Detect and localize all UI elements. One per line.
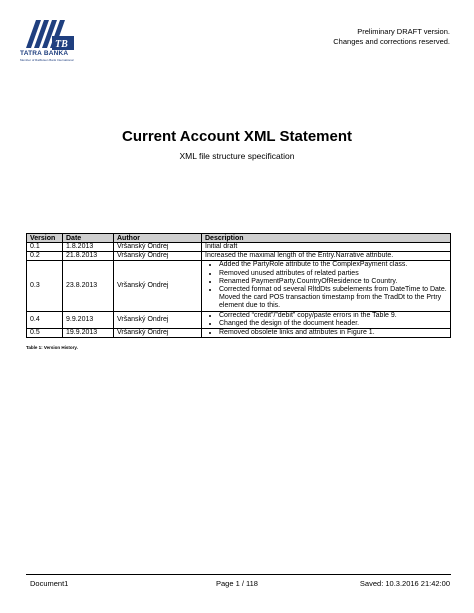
- footer-page-number: Page 1 / 118: [216, 579, 258, 588]
- footer-divider: [26, 574, 451, 575]
- description-cell: [202, 261, 451, 311]
- column-header-author: Author: [114, 234, 202, 243]
- date-cell: 21.8.2013: [63, 252, 114, 261]
- change-item: • Corrected “credit”/”debit” copy/paste errors in the Table 9.: [219, 312, 447, 320]
- date-cell: 19.9.2013: [63, 329, 114, 338]
- footer-document-name: Document1: [30, 579, 69, 588]
- change-list: [205, 261, 447, 310]
- change-item: • Changed the design of the document header.: [219, 320, 447, 328]
- table-row: [27, 252, 451, 261]
- column-header-version: Version: [27, 234, 63, 243]
- date-cell: 1.8.2013: [63, 243, 114, 252]
- version-cell: 0.2: [27, 252, 63, 261]
- document-title: Current Account XML Statement: [121, 128, 353, 145]
- table-caption: Table 1: Version History.: [26, 345, 78, 350]
- change-item: • Removed unused attributes of related parties: [219, 270, 447, 278]
- author-cell: Vršanský Ondrej: [114, 329, 202, 338]
- draft-notice-line1: Preliminary DRAFT version.: [357, 27, 450, 36]
- change-item: • Corrected format od several RltdDts subelements from DateTime to Date. Moved the card POS transaction timestamp from the TradDt to the Prtry element due to this.: [219, 286, 447, 311]
- footer-saved-timestamp: Saved: 10.3.2016 21:42:00: [359, 579, 450, 588]
- description-cell: [202, 311, 451, 328]
- table-row: [27, 329, 451, 338]
- document-subtitle: XML file structure specification: [179, 151, 295, 161]
- version-cell: 0.3: [27, 261, 63, 311]
- author-cell: Vršanský Ondrej: [114, 311, 202, 328]
- version-cell: 0.1: [27, 243, 63, 252]
- author-cell: Vršanský Ondrej: [114, 243, 202, 252]
- change-item: • Removed obsolete links and attributes in Figure 1.: [219, 329, 447, 337]
- change-item: • Renamed PaymentParty.CountryOfResidence to Country.: [219, 278, 447, 286]
- version-history-table: [26, 233, 451, 338]
- date-cell: 9.9.2013: [63, 311, 114, 328]
- table-row: [27, 261, 451, 311]
- version-cell: 0.5: [27, 329, 63, 338]
- date-cell: 23.8.2013: [63, 261, 114, 311]
- column-header-description: Description: [202, 234, 451, 243]
- table-header-row: [27, 234, 451, 243]
- change-item: • Added the PartyRole attribute to the ComplexPayment class.: [219, 261, 447, 269]
- change-list: [205, 329, 447, 337]
- logo-tagline: Member of Raiffeisen Bank International: [20, 58, 74, 62]
- description-cell: Initial draft: [202, 243, 451, 252]
- author-cell: Vršanský Ondrej: [114, 252, 202, 261]
- version-cell: 0.4: [27, 311, 63, 328]
- logo-badge-text: TB: [55, 39, 68, 50]
- draft-notice-line2: Changes and corrections reserved.: [333, 37, 450, 46]
- draft-notice: [333, 27, 450, 47]
- table-row: [27, 311, 451, 328]
- column-header-date: Date: [63, 234, 114, 243]
- description-cell: [202, 329, 451, 338]
- table-row: [27, 243, 451, 252]
- change-list: [205, 312, 447, 328]
- description-cell: Increased the maximal length of the Entry.Narrative attribute.: [202, 252, 451, 261]
- author-cell: Vršanský Ondrej: [114, 261, 202, 311]
- logo-wordmark: TATRA BANKA: [20, 50, 69, 57]
